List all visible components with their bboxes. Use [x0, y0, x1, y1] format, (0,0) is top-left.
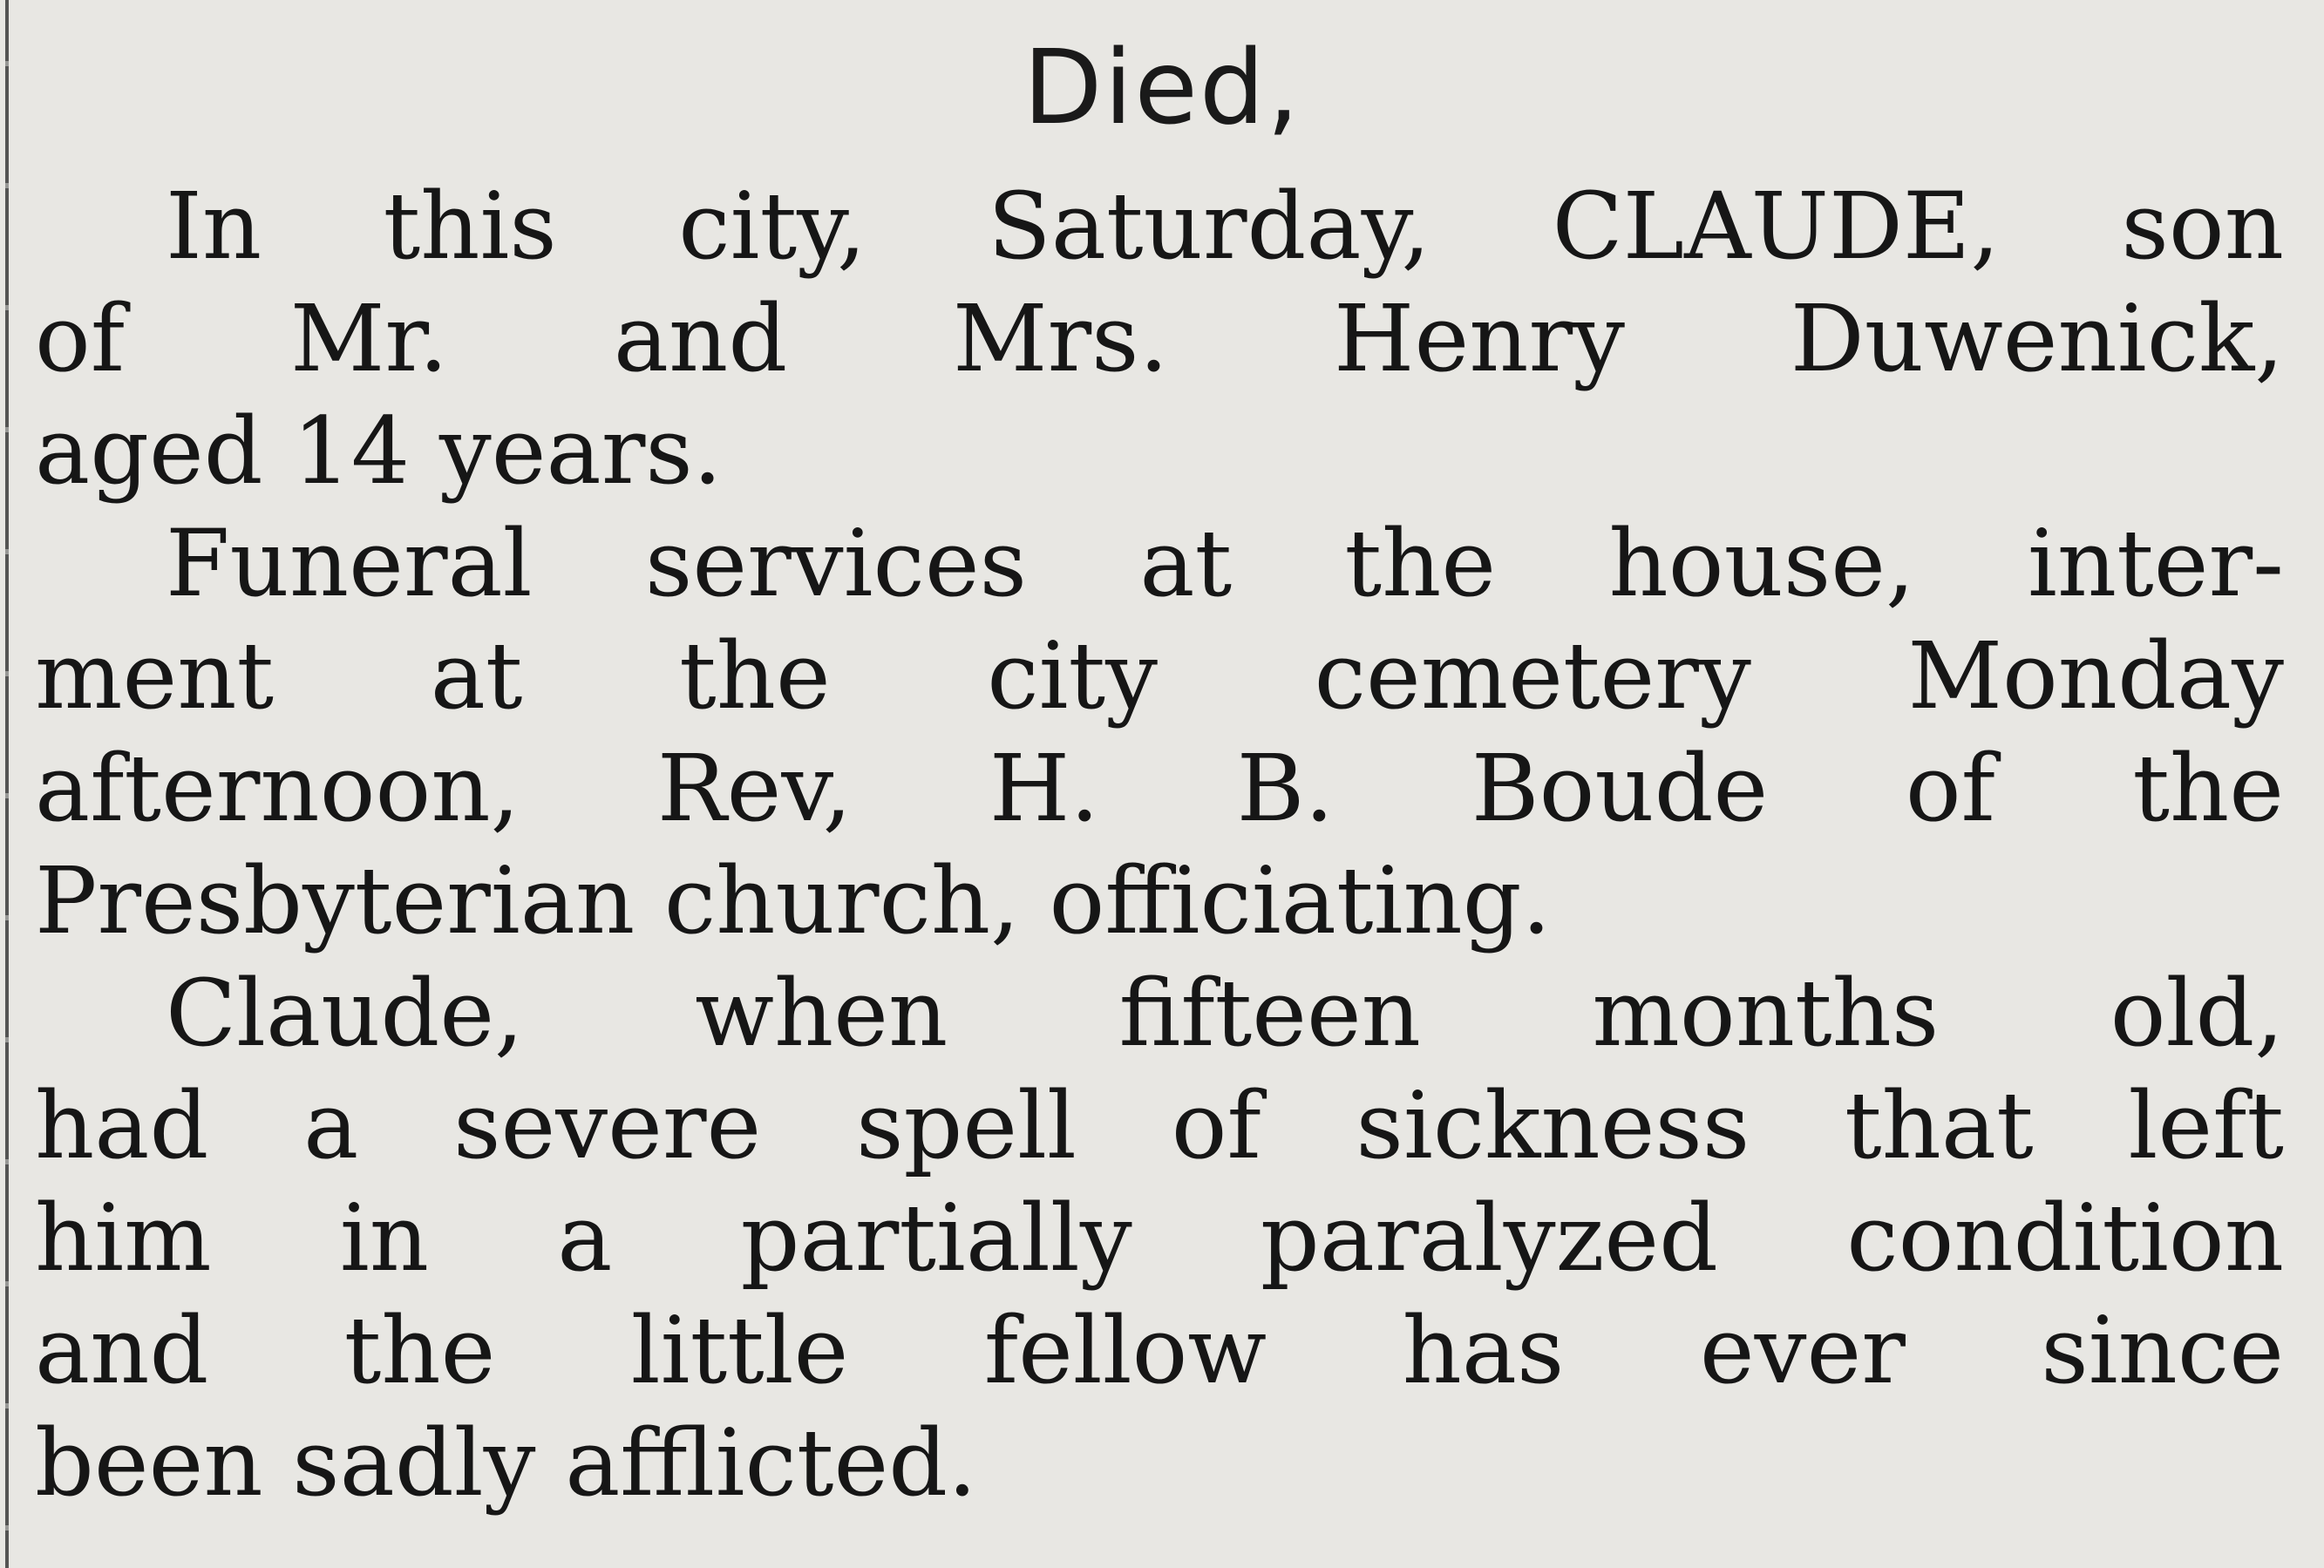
obituary-heading: Died, [1023, 27, 1301, 147]
text-line: Claude, when fifteen months old, [166, 960, 2284, 1067]
text-line: afternoon, Rev, H. B. Boude of the [35, 735, 2284, 842]
text-line: Presbyterian church, officiating. [35, 847, 1552, 954]
text-line: had a severe spell of sickness that left [35, 1072, 2284, 1179]
text-line: aged 14 years. [35, 397, 723, 505]
text-line: and the little fellow has ever since [35, 1297, 2284, 1404]
text-line: been sadly afflicted. [35, 1409, 977, 1517]
biography-paragraph [35, 957, 2284, 1519]
column-rule [5, 0, 9, 1568]
funeral-paragraph [35, 507, 2284, 957]
death-notice-paragraph [35, 170, 2284, 507]
text-line: ment at the city cemetery Monday [35, 622, 2284, 730]
text-line: Funeral services at the house, inter- [166, 510, 2284, 617]
text-line: of Mr. and Mrs. Henry Duwenick, [35, 285, 2284, 392]
obituary-body [35, 170, 2284, 1519]
text-line: In this city, Saturday, CLAUDE, son [166, 173, 2284, 280]
text-line: him in a partially paralyzed condition [35, 1184, 2284, 1292]
